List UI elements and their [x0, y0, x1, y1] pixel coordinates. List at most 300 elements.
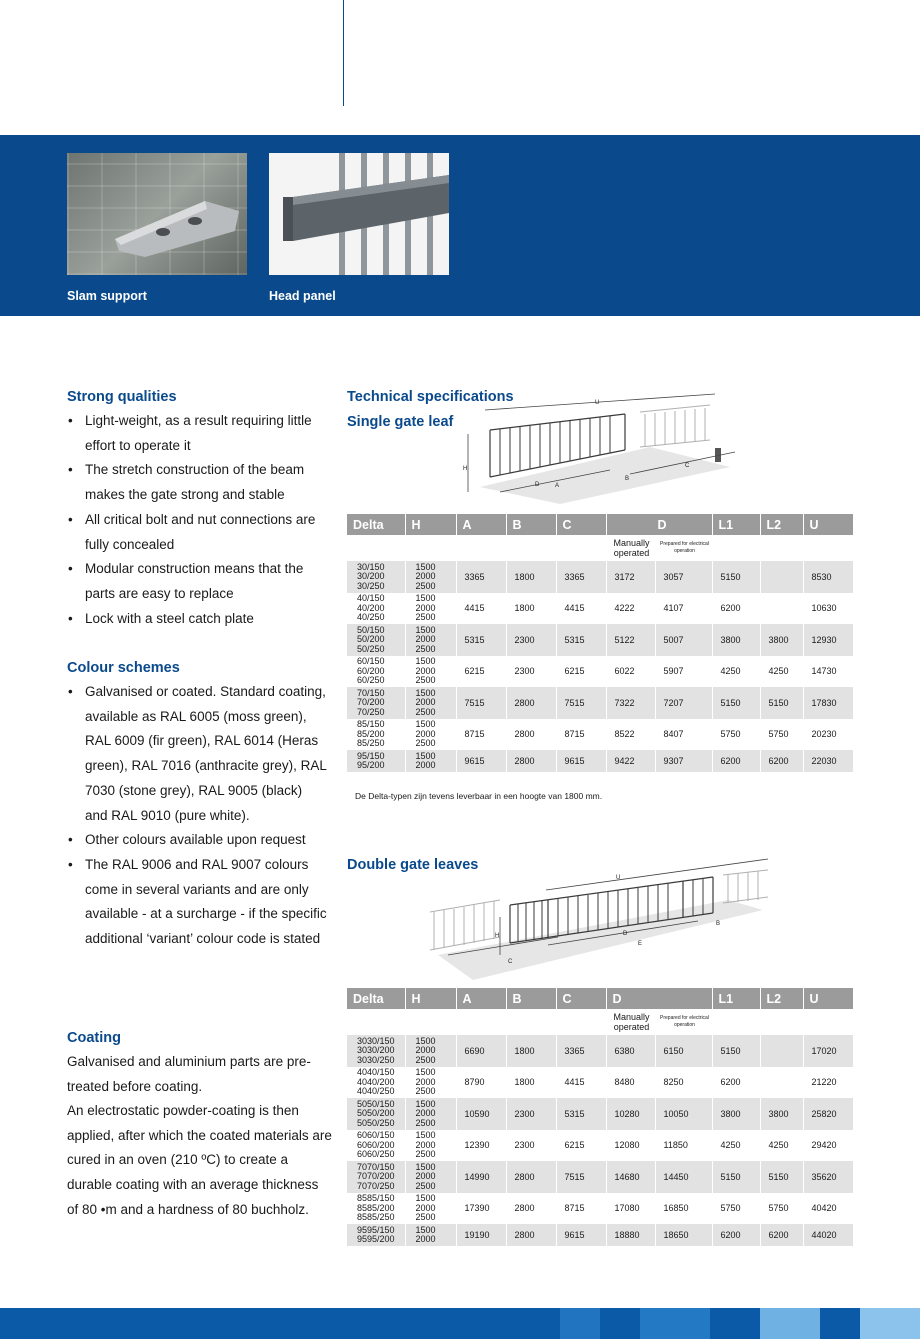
empty-cell: [405, 535, 456, 561]
value-a: 5315: [456, 624, 506, 656]
value-de: 4107: [655, 593, 712, 625]
height-value: 2500: [415, 738, 436, 748]
empty-cell: [506, 1009, 556, 1035]
height-value: 1500: [415, 1035, 436, 1046]
height-value: 2000: [415, 760, 436, 770]
value-b: 2300: [506, 656, 556, 688]
height-value: 2500: [415, 1086, 436, 1096]
height-value: 2500: [415, 706, 436, 717]
value-l2: [760, 593, 803, 625]
value-c: 3365: [556, 561, 606, 593]
height-values-cell: [405, 656, 456, 688]
value-u: 17830: [803, 687, 853, 719]
table-row: [347, 1130, 853, 1162]
value-l2: 5750: [760, 1193, 803, 1225]
delta-variants-cell: [347, 561, 405, 593]
table-row: [347, 1161, 853, 1193]
height-value: 1500: [415, 1067, 436, 1077]
delta-variant: 40/250: [357, 612, 385, 622]
value-u: 29420: [811, 1140, 837, 1151]
delta-variant: 6060/250: [357, 1149, 395, 1159]
column-header-b: B: [506, 988, 556, 1009]
delta-variant: 40/150: [357, 593, 385, 603]
column-header-a: A: [456, 514, 506, 535]
value-c: 6215: [556, 656, 606, 688]
delta-variant: 3030/250: [357, 1054, 395, 1065]
height-value: 2000: [415, 1202, 436, 1213]
height-value: 2500: [415, 612, 436, 622]
height-value: 2000: [415, 1139, 436, 1150]
dim-h-label: H: [495, 933, 500, 939]
dim-u-label: U: [616, 875, 621, 881]
strong-qualities-list: [67, 409, 329, 631]
manual-operated-subheader: [606, 1009, 655, 1035]
electrical-label: Prepared for electrical operation: [660, 541, 709, 554]
single-gate-table: [347, 514, 853, 772]
value-c: 5315: [556, 1098, 606, 1130]
height-value: 2000: [415, 1045, 436, 1055]
value-c: 8715: [556, 719, 606, 751]
column-header-delta: Delta: [347, 988, 405, 1009]
height-value: 1500: [415, 624, 436, 635]
delta-variants-cell: [347, 1130, 405, 1162]
delta-variant: 7070/250: [357, 1180, 395, 1191]
height-values-cell: [405, 593, 456, 625]
value-c: 4415: [556, 593, 606, 625]
value-l2: 5150: [760, 1161, 803, 1193]
column-header-h: H: [405, 514, 456, 535]
delta-variants-cell: [347, 1098, 405, 1130]
value-dm: 17080: [606, 1193, 655, 1225]
single-gate-diagram: [460, 392, 745, 504]
value-l2: 3800: [760, 624, 803, 656]
delta-variant: 70/250: [357, 706, 385, 717]
table-row: [347, 656, 853, 688]
value-dm: 8480: [606, 1067, 655, 1099]
value-b: 1800: [506, 561, 556, 593]
height-value: 2000: [415, 697, 436, 707]
height-value: 2000: [415, 602, 436, 613]
value-l2: 4250: [760, 656, 803, 688]
table-row: [347, 1067, 853, 1099]
coating-paragraph-2: An electrostatic powder-coating is then applied, after which the coated materials are cured in an oven (210 ºC) to create a durable coating with an average thickness of 80 •m and a hardness of 80 buchholz.: [67, 1103, 332, 1217]
value-l1: 4250: [712, 1130, 760, 1162]
delta-variants-cell: [347, 1161, 405, 1193]
value-de: 5007: [655, 624, 712, 656]
height-value: 2000: [415, 1171, 436, 1181]
height-values-cell: [405, 1035, 456, 1067]
delta-variant: 4040/150: [357, 1067, 395, 1077]
height-value: 2500: [415, 675, 436, 685]
value-c: 7515: [556, 1161, 606, 1193]
value-l1: 5150: [712, 687, 760, 719]
value-u: 10630: [811, 603, 837, 614]
height-value: 1500: [415, 750, 436, 761]
value-b: 1800: [506, 593, 556, 625]
empty-cell: [347, 1009, 405, 1035]
colour-schemes-list: [67, 680, 327, 952]
coating-paragraph-1: Galvanised and aluminium parts are pre-treated before coating.: [67, 1054, 311, 1094]
delta-variant: 95/150: [357, 750, 385, 761]
value-a: 7515: [456, 687, 506, 719]
delta-variant: 85/200: [357, 728, 385, 739]
delta-variant: 4040/250: [357, 1086, 395, 1096]
column-header-l2: L2: [760, 514, 803, 535]
delta-variant: 60/200: [357, 665, 385, 676]
value-u: 22030: [803, 750, 853, 772]
value-c: 9615: [556, 1224, 606, 1246]
value-u: 17020: [803, 1035, 853, 1067]
dim-d-label: D: [535, 482, 540, 488]
value-dm: 4222: [606, 593, 655, 625]
coating-heading: Coating: [67, 1030, 121, 1046]
value-de: 18650: [655, 1224, 712, 1246]
delta-variants-cell: [347, 1067, 405, 1099]
value-u: 20230: [811, 729, 837, 740]
top-divider-line: [343, 0, 344, 106]
value-b: 2300: [506, 1130, 556, 1162]
table-row: [347, 687, 853, 719]
value-a: 9615: [456, 750, 506, 772]
dim-c-label: C: [508, 959, 513, 965]
value-dm: 12080: [606, 1130, 655, 1162]
electrical-label: Prepared for electrical operation: [660, 1015, 709, 1028]
empty-cell: [803, 1009, 853, 1035]
double-gate-table: [347, 988, 853, 1246]
dim-u-label: U: [595, 400, 600, 406]
value-u: 12930: [803, 624, 853, 656]
table-row: [347, 1193, 853, 1225]
height-value: 1500: [415, 687, 436, 698]
value-l1: 4250: [712, 656, 760, 688]
delta-variant: 5050/200: [357, 1108, 395, 1118]
delta-variants-cell: [347, 593, 405, 625]
value-l1: 3800: [712, 624, 760, 656]
list-item: • All critical bolt and nut connections are fully concealed: [67, 508, 329, 557]
delta-variant: 8585/200: [357, 1202, 395, 1213]
empty-cell: [405, 1009, 456, 1035]
height-value: 2500: [415, 1212, 436, 1222]
table-row: [347, 1035, 853, 1067]
delta-variant: 70/150: [357, 687, 385, 698]
list-item: • Galvanised or coated. Standard coating, available as RAL 6005 (moss green), RAL 6009 (fir green), RAL 6014 (Heras green), RAL 7016 (anthracite grey), RAL 7030 (stone grey), RAL 9005 (black) and RAL 9010 (pure white).: [67, 680, 327, 828]
head-panel-photo: [269, 153, 449, 275]
height-value: 1500: [415, 1193, 436, 1203]
table-row: [347, 624, 853, 656]
value-c: 4415: [556, 1067, 606, 1099]
column-header-d: D: [606, 988, 712, 1009]
delta-variants-cell: [347, 719, 405, 751]
empty-cell: [712, 535, 760, 561]
dim-b-label: B: [716, 921, 721, 927]
value-a: 4415: [456, 593, 506, 625]
height-value: 1500: [415, 1224, 436, 1235]
value-c: 5315: [556, 624, 606, 656]
value-l1: 3800: [712, 1098, 760, 1130]
value-a: 8790: [456, 1067, 506, 1099]
height-value: 2000: [415, 1234, 436, 1244]
height-value: 2000: [415, 571, 436, 581]
value-de: 8250: [655, 1067, 712, 1099]
value-a: 17390: [456, 1193, 506, 1225]
empty-cell: [456, 1009, 506, 1035]
delta-variant: 30/150: [357, 561, 385, 572]
value-a: 6690: [456, 1035, 506, 1067]
list-item: • Light-weight, as a result requiring little effort to operate it: [67, 409, 329, 458]
delta-variant: 6060/150: [357, 1130, 395, 1140]
value-l1: 6200: [712, 750, 760, 772]
column-header-c: C: [556, 514, 606, 535]
delta-variant: 50/200: [357, 634, 385, 644]
height-values-cell: [405, 561, 456, 593]
value-l2: [760, 1035, 803, 1067]
delta-variant: 4040/200: [357, 1076, 395, 1087]
list-item: • Other colours available upon request: [67, 828, 327, 853]
value-l2: 5150: [760, 687, 803, 719]
table-row: [347, 593, 853, 625]
value-de: 5907: [655, 656, 712, 688]
table-row: [347, 1098, 853, 1130]
height-value: 2500: [415, 1149, 436, 1159]
value-l2: 4250: [760, 1130, 803, 1162]
value-l2: [760, 1067, 803, 1099]
manual-operated-subheader: [606, 535, 655, 561]
delta-variant: 9595/200: [357, 1234, 395, 1244]
value-l1: 5150: [712, 1161, 760, 1193]
delta-variant: 8585/150: [357, 1193, 395, 1203]
value-l1: 5750: [712, 1193, 760, 1225]
delta-variant: 30/200: [357, 571, 385, 581]
column-header-u: U: [803, 988, 853, 1009]
colour-schemes-heading: Colour schemes: [67, 660, 180, 676]
table-subheader-row: [347, 535, 853, 561]
electrical-operation-subheader: [655, 1009, 712, 1035]
table-row: [347, 1224, 853, 1246]
height-value: 2000: [415, 634, 436, 644]
value-dm: 5122: [606, 624, 655, 656]
height-value: 2500: [415, 1117, 436, 1128]
list-item: • Modular construction means that the parts are easy to replace: [67, 557, 329, 606]
empty-cell: [506, 535, 556, 561]
delta-variant: 8585/250: [357, 1212, 395, 1222]
slam-support-caption: Slam support: [67, 289, 147, 303]
table-subheader-row: [347, 1009, 853, 1035]
value-dm: 8522: [606, 719, 655, 751]
height-value: 1500: [415, 561, 436, 572]
column-header-l1: L1: [712, 988, 760, 1009]
value-c: 7515: [556, 687, 606, 719]
value-u: 8530: [803, 561, 853, 593]
value-de: 14450: [655, 1161, 712, 1193]
delta-variants-cell: [347, 687, 405, 719]
height-values-cell: [405, 1224, 456, 1246]
empty-cell: [803, 535, 853, 561]
delta-variants-cell: [347, 1035, 405, 1067]
value-c: 6215: [556, 1130, 606, 1162]
electrical-operation-subheader: [655, 535, 712, 561]
dim-a-label: A: [555, 483, 560, 489]
value-dm: 6022: [606, 656, 655, 688]
head-panel-caption: Head panel: [269, 289, 336, 303]
height-values-cell: [405, 687, 456, 719]
height-value: 2500: [415, 580, 436, 591]
value-l1: 6200: [712, 1067, 760, 1099]
dim-e-label: E: [638, 941, 643, 947]
list-item: • The RAL 9006 and RAL 9007 colours come in several variants and are only available - at a surcharge - if the specific additional ‘variant’ colour code is stated: [67, 853, 327, 952]
value-l1: 6200: [712, 1224, 760, 1246]
value-l1: 5750: [712, 719, 760, 751]
value-c: 8715: [556, 1193, 606, 1225]
column-header-h: H: [405, 988, 456, 1009]
value-b: 2300: [506, 624, 556, 656]
value-a: 19190: [456, 1224, 506, 1246]
height-values-cell: [405, 1193, 456, 1225]
column-header-u: U: [803, 514, 853, 535]
value-l2: 5750: [760, 719, 803, 751]
height-value: 2000: [415, 1076, 436, 1087]
value-a: 3365: [456, 561, 506, 593]
height-value: 1500: [415, 1098, 436, 1109]
value-u: 35620: [803, 1161, 853, 1193]
value-u: 44020: [803, 1224, 853, 1246]
double-gate-diagram: [428, 855, 773, 983]
value-dm: 6380: [606, 1035, 655, 1067]
height-value: 2500: [415, 1054, 436, 1065]
value-u: 40420: [811, 1203, 837, 1214]
value-l2: 6200: [760, 750, 803, 772]
value-de: 8407: [655, 719, 712, 751]
value-l2: 3800: [760, 1098, 803, 1130]
value-de: 9307: [655, 750, 712, 772]
value-dm: 14680: [606, 1161, 655, 1193]
delta-variant: 7070/150: [357, 1161, 395, 1172]
height-values-cell: [405, 1130, 456, 1162]
delta-variant: 5050/250: [357, 1117, 395, 1128]
column-header-b: B: [506, 514, 556, 535]
list-item: • The stretch construction of the beam makes the gate strong and stable: [67, 458, 329, 507]
value-a: 6215: [456, 656, 506, 688]
column-header-l1: L1: [712, 514, 760, 535]
value-dm: 10280: [606, 1098, 655, 1130]
value-b: 1800: [506, 1067, 556, 1099]
delta-variant: 3030/150: [357, 1035, 395, 1046]
value-dm: 3172: [606, 561, 655, 593]
empty-cell: [760, 535, 803, 561]
height-value: 1500: [415, 719, 436, 729]
value-b: 2800: [506, 1224, 556, 1246]
delta-variant: 9595/150: [357, 1224, 395, 1235]
column-header-c: C: [556, 988, 606, 1009]
dim-b-label: B: [625, 476, 630, 482]
height-value: 1500: [415, 1130, 436, 1140]
value-dm: 9422: [606, 750, 655, 772]
value-c: 9615: [556, 750, 606, 772]
column-header-delta: Delta: [347, 514, 405, 535]
delta-variants-cell: [347, 750, 405, 772]
height-value: 1500: [415, 1161, 436, 1172]
delta-variant: 7070/200: [357, 1171, 395, 1181]
technical-specifications-heading: Technical specifications: [347, 389, 514, 405]
height-value: 2000: [415, 728, 436, 739]
slam-support-photo: [67, 153, 247, 275]
delta-variant: 85/150: [357, 719, 385, 729]
value-de: 10050: [655, 1098, 712, 1130]
delta-variant: 5050/150: [357, 1098, 395, 1109]
value-b: 2800: [506, 750, 556, 772]
value-a: 12390: [456, 1130, 506, 1162]
table-row: [347, 750, 853, 772]
list-item: • Lock with a steel catch plate: [67, 607, 329, 632]
value-c: 3365: [556, 1035, 606, 1067]
empty-cell: [347, 535, 405, 561]
empty-cell: [556, 1009, 606, 1035]
height-value: 2000: [415, 1108, 436, 1118]
value-l2: 6200: [760, 1224, 803, 1246]
delta-variant: 30/250: [357, 580, 385, 591]
delta-variant: 3030/200: [357, 1045, 395, 1055]
single-gate-leaf-heading: Single gate leaf: [347, 414, 454, 430]
delta-variants-cell: [347, 1193, 405, 1225]
table-row: [347, 561, 853, 593]
height-value: 2000: [415, 665, 436, 676]
height-values-cell: [405, 1161, 456, 1193]
column-header-d: D: [606, 514, 712, 535]
height-values-cell: [405, 719, 456, 751]
value-u: 21220: [811, 1077, 837, 1088]
delta-variant: 60/150: [357, 656, 385, 666]
dim-h-label: H: [463, 466, 468, 472]
height-values-cell: [405, 1067, 456, 1099]
delta-variants-cell: [347, 1224, 405, 1246]
column-header-l2: L2: [760, 988, 803, 1009]
value-l1: 6200: [712, 593, 760, 625]
delta-variant: 6060/200: [357, 1139, 395, 1150]
delta-variant: 70/200: [357, 697, 385, 707]
value-b: 2800: [506, 719, 556, 751]
empty-cell: [760, 1009, 803, 1035]
value-b: 2300: [506, 1098, 556, 1130]
height-note: De Delta-typen zijn tevens leverbaar in een hoogte van 1800 mm.: [355, 791, 603, 801]
value-de: 11850: [655, 1130, 712, 1162]
value-de: 3057: [655, 561, 712, 593]
double-gate-leaves-heading: Double gate leaves: [347, 857, 479, 873]
delta-variant: 50/250: [357, 643, 385, 654]
manual-label: Manually operated: [613, 538, 650, 558]
value-dm: 18880: [606, 1224, 655, 1246]
strong-qualities-heading: Strong qualities: [67, 389, 177, 405]
value-u: 25820: [803, 1098, 853, 1130]
value-u: 14730: [811, 666, 837, 677]
value-b: 1800: [506, 1035, 556, 1067]
height-value: 2500: [415, 643, 436, 654]
empty-cell: [556, 535, 606, 561]
value-l1: 5150: [712, 561, 760, 593]
height-values-cell: [405, 624, 456, 656]
table-row: [347, 719, 853, 751]
value-de: 7207: [655, 687, 712, 719]
delta-variants-cell: [347, 656, 405, 688]
value-a: 8715: [456, 719, 506, 751]
height-value: 2500: [415, 1180, 436, 1191]
delta-variant: 95/200: [357, 760, 385, 770]
value-de: 6150: [655, 1035, 712, 1067]
empty-cell: [712, 1009, 760, 1035]
height-values-cell: [405, 1098, 456, 1130]
delta-variants-cell: [347, 624, 405, 656]
value-a: 10590: [456, 1098, 506, 1130]
empty-cell: [456, 535, 506, 561]
delta-variant: 40/200: [357, 602, 385, 613]
